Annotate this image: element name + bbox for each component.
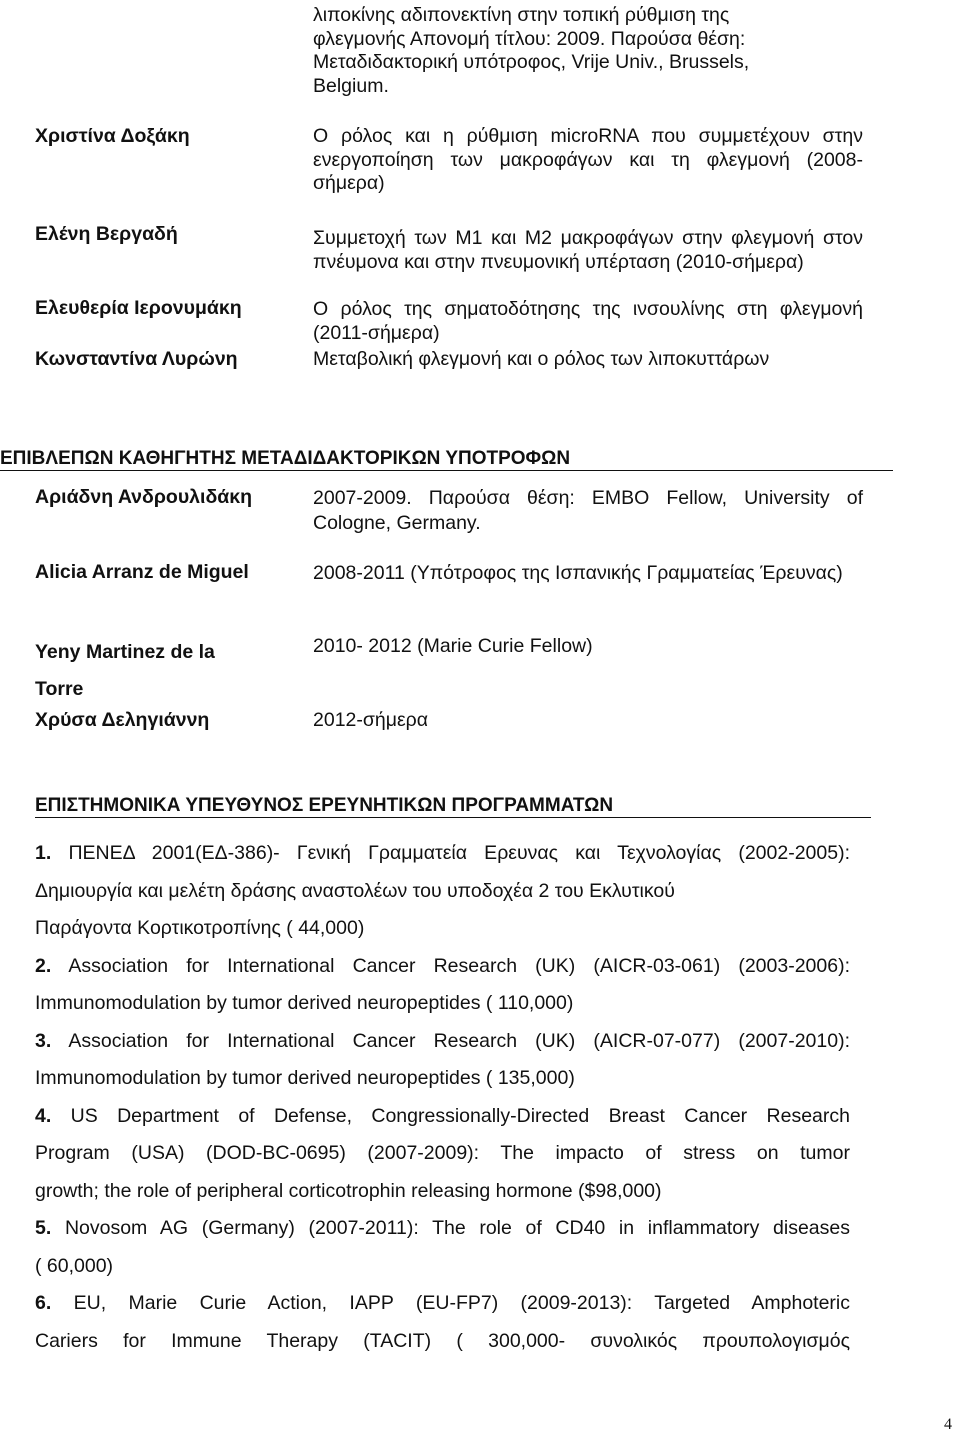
top-line-2: φλεγμονής Απονομή τίτλου: 2009. Παρούσα θέση: [313, 27, 746, 50]
top-line-3: Μεταδιδακτορική υπότροφος, Vrije Univ., Brussels, [313, 51, 750, 73]
grant-text: ( 60,000) [35, 1254, 114, 1277]
top-line-1: λιποκίνης αδιπονεκτίνη στην τοπική ρύθμιση της [313, 4, 730, 26]
postdoc-name-3: Yeny Martinez de la Torre [35, 641, 215, 700]
student-topic-4: Μεταβολική φλεγμονή και ο ρόλος των λιποκυττάρων [313, 348, 770, 370]
grant-text: growth; the role of peripheral corticotrophin releasing hormone ($98,000) [35, 1179, 662, 1202]
grant-text: EU, Marie Curie Action, IAPP (EU-FP7) (2009-2013): Targeted Amphoteric [73, 1292, 850, 1314]
grant-item-2 [35, 948, 850, 1023]
grant-text: Immunomodulation by tumor derived neuropeptides ( 110,000) [35, 992, 574, 1014]
student-name-3: Ελευθερία Ιερονυμάκη [35, 297, 242, 319]
grant-text: Association for International Cancer Research (UK) (AICR-07-077) (2007-2010): [68, 1029, 850, 1052]
grant-number: 5. [35, 1217, 52, 1239]
grants-heading: ΕΠΙΣΤΗΜΟΝΙΚΑ ΥΠΕΥΘΥΝΟΣ ΕΡΕΥΝΗΤΙΚΩΝ ΠΡΟΓΡΑΜΜΑΤΩΝ [35, 795, 871, 818]
page-number: 4 [944, 1416, 952, 1433]
top-continuation [313, 4, 863, 98]
grant-item-4 [35, 1098, 850, 1211]
grant-number: 4. [35, 1104, 52, 1127]
student-topic-2: Συμμετοχή των Μ1 και Μ2 μακροφάγων στην φλεγμονή στον πνέυμονα και στην πνευμονική υπέρταση (2010-σήμερα) [313, 227, 863, 273]
postdoc-detail-3: 2010- 2012 (Marie Curie Fellow) [313, 635, 593, 657]
grant-text: Association for International Cancer Research (UK) (AICR-03-061) (2003-2006): [68, 954, 850, 977]
student-name-2: Ελένη Βεργαδή [35, 223, 178, 245]
grants-list [35, 835, 850, 1360]
grant-number: 3. [35, 1029, 52, 1052]
grant-text: ΠΕΝΕΔ 2001(ΕΔ-386)- Γενική Γραμματεία Ερευνας και Τεχνολογίας (2002-2005): [68, 842, 850, 864]
postdoc-name-4: Χρύσα Δεληγιάννη [35, 709, 210, 731]
grant-text: US Department of Defense, Congressionally-Directed Breast Cancer Research [70, 1104, 850, 1127]
grant-item-3 [35, 1023, 850, 1098]
student-name-4: Κωνσταντίνα Λυρώνη [35, 348, 238, 370]
grant-text: Cariers for Immune Therapy (TACIT) ( 300,000- συνολικός προυπολογισμός [35, 1329, 850, 1352]
student-name-1: Χριστίνα Δοξάκη [35, 125, 190, 147]
top-line-4: Belgium. [313, 74, 389, 97]
grant-item-1 [35, 835, 850, 948]
postdoc-detail-4: 2012-σήμερα [313, 709, 429, 731]
student-topic-1: Ο ρόλος και η ρύθμιση microRNA που συμμετέχουν στην ενεργοποίηση των μακροφάγων και τη φλεγμονή (2008-σήμερα) [313, 125, 863, 194]
grant-item-5 [35, 1210, 850, 1285]
grant-number: 6. [35, 1292, 52, 1314]
postdoc-name-2: Alicia Arranz de Miguel [35, 561, 249, 583]
postdoc-heading: ΕΠΙΒΛΕΠΩΝ ΚΑΘΗΓΗΤΗΣ ΜΕΤΑΔΙΔΑΚΤΟΡΙΚΩΝ ΥΠΟΤΡΟΦΩΝ [0, 448, 893, 471]
postdoc-detail-1: 2007-2009. Παρούσα θέση: EMBO Fellow, University of Cologne, Germany. [313, 487, 863, 534]
grant-number: 1. [35, 842, 52, 864]
grant-text: Δημιουργία και μελέτη δράσης αναστολέων του υποδοχέα 2 του Εκλυτικού [35, 879, 675, 902]
grant-text: Παράγοντα Κορτικοτροπίνης ( 44,000) [35, 917, 365, 939]
postdoc-detail-2: 2008-2011 (Υπότροφος της Ισπανικής Γραμματείας Έρευνας) [313, 562, 843, 584]
student-topic-3: Ο ρόλος της σηματοδότησης της ινσουλίνης στη φλεγμονή (2011-σήμερα) [313, 298, 863, 344]
grant-text: Immunomodulation by tumor derived neuropeptides ( 135,000) [35, 1067, 575, 1089]
grant-text: Novosom AG (Germany) (2007-2011): The role of CD40 in inflammatory diseases [64, 1217, 850, 1239]
grant-text: Program (USA) (DOD-BC-0695) (2007-2009): The impacto of stress on tumor [35, 1142, 850, 1164]
grant-item-6 [35, 1285, 850, 1360]
postdoc-name-1: Αριάδνη Ανδρουλιδάκη [35, 486, 253, 508]
grant-number: 2. [35, 954, 52, 977]
